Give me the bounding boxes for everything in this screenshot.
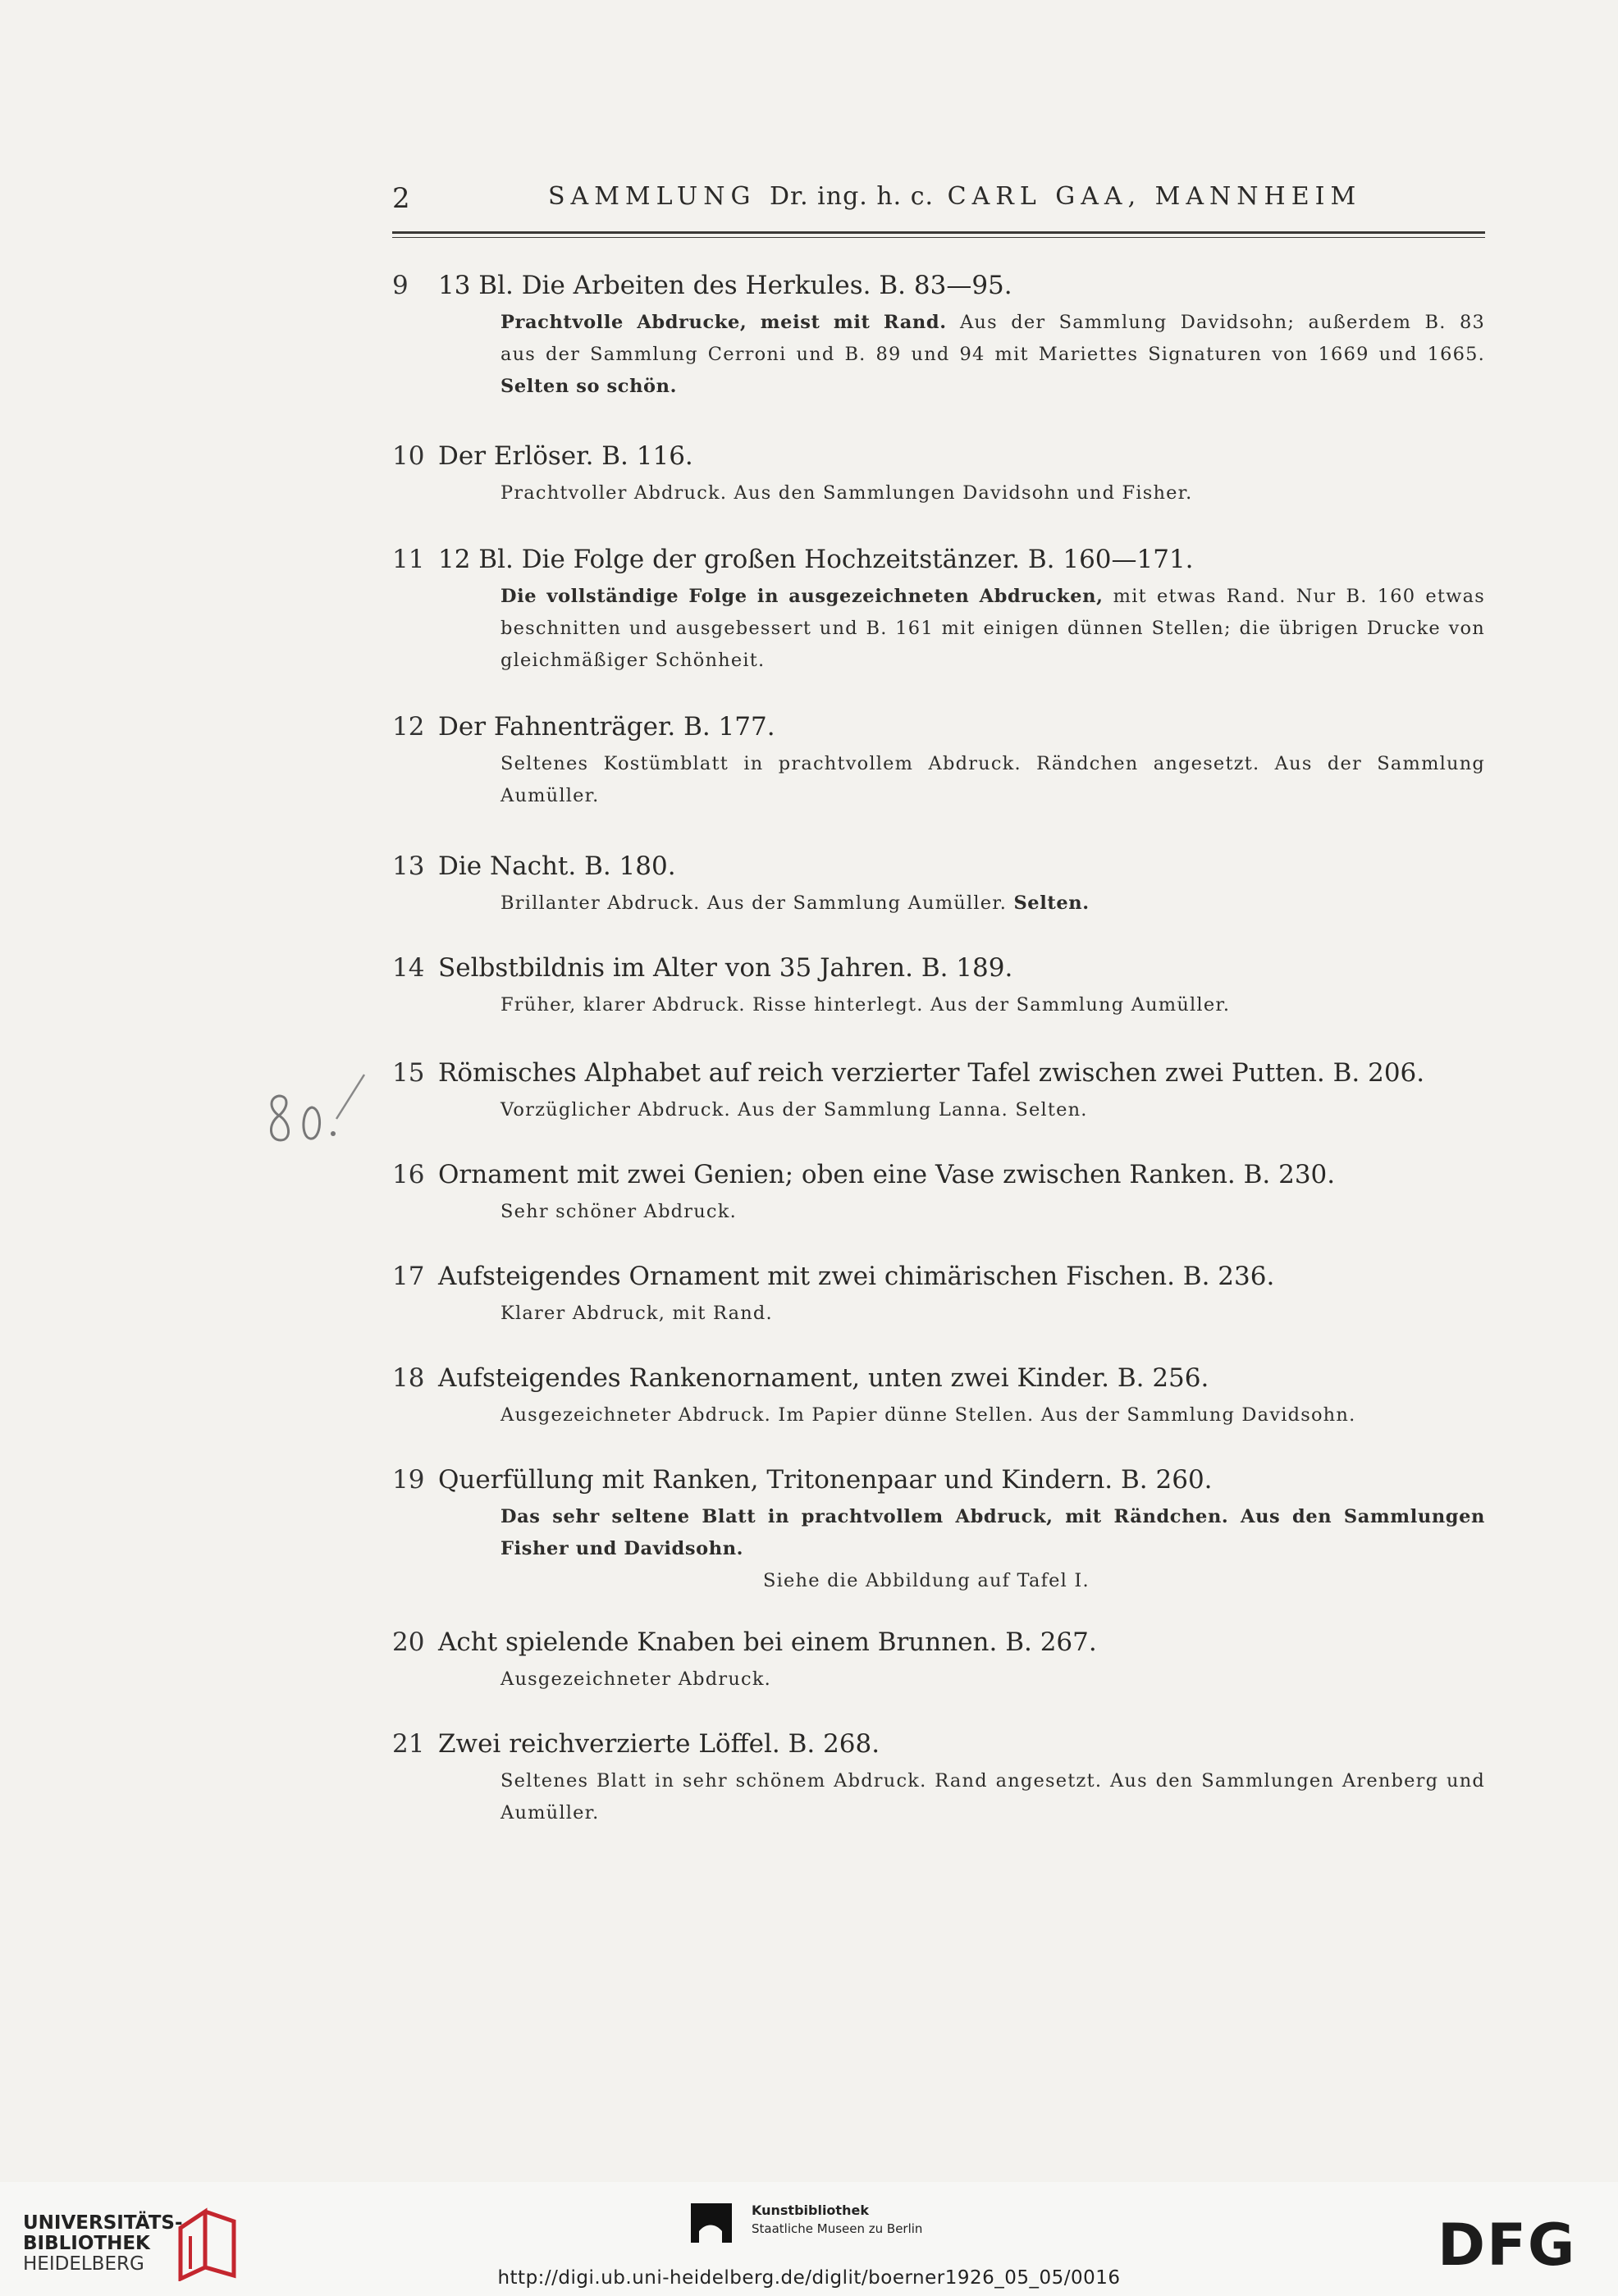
entry-title: 12 Bl. Die Folge der großen Hochzeitstänzer. B. 160—171. <box>438 545 1194 574</box>
plain-text: Sehr schöner Abdruck. <box>500 1201 737 1222</box>
description-line <box>500 1533 1485 1565</box>
entry-title: Die Nacht. B. 180. <box>438 851 676 881</box>
bold-text: Die vollständige Folge in ausgezeichneten Abdrucken, <box>500 586 1104 607</box>
entry-number: 18 <box>392 1363 425 1393</box>
entry-description <box>500 888 1485 920</box>
ub-line-2: BIBLIOTHEK <box>23 2233 150 2254</box>
plain-text: Aumüller. <box>500 1802 600 1824</box>
entry-description <box>500 1399 1485 1431</box>
entry-description <box>500 581 1485 677</box>
bold-text: Das sehr seltene Blatt in prachtvollem Abdruck, mit Rändchen. Aus den Sammlungen <box>500 1506 1485 1527</box>
entry-title: Aufsteigendes Rankenornament, unten zwei Kinder. B. 256. <box>438 1363 1209 1393</box>
ub-line-1: UNIVERSITÄTS- <box>23 2212 183 2234</box>
description-line <box>500 339 1485 371</box>
plain-text: Früher, klarer Abdruck. Risse hinterlegt. Aus der Sammlung Aumüller. <box>500 994 1231 1016</box>
kb-line-2: Staatliche Museen zu Berlin <box>752 2221 923 2236</box>
plain-text: Aumüller. <box>500 785 600 806</box>
entry-number: 20 <box>392 1627 425 1657</box>
description-line <box>500 780 1485 812</box>
ub-line-3: HEIDELBERG <box>23 2253 144 2275</box>
bold-text: Prachtvolle Abdrucke, meist mit Rand. <box>500 312 947 333</box>
footer-bar <box>0 2182 1618 2296</box>
running-title <box>548 182 1361 211</box>
description-line <box>500 477 1485 509</box>
description-line <box>500 1298 1485 1330</box>
description-line <box>500 888 1485 920</box>
description-line <box>500 1664 1485 1696</box>
entry-description <box>500 1094 1485 1126</box>
kb-text <box>752 2202 922 2238</box>
header-rule-thick <box>392 231 1485 234</box>
plain-text: Ausgezeichneter Abdruck. <box>500 1668 772 1690</box>
entry-description <box>500 1196 1485 1228</box>
smb-emblem-icon <box>688 2198 737 2248</box>
plain-text: Aus der Sammlung Davidsohn; außerdem B. 83 <box>946 312 1485 333</box>
entry-title: Der Erlöser. B. 116. <box>438 441 693 471</box>
plain-text: Brillanter Abdruck. Aus der Sammlung Aumüller. <box>500 892 1014 914</box>
plain-text: aus der Sammlung Cerroni und B. 89 und 94 mit Mariettes Signaturen von 1669 und 1665. <box>500 344 1485 365</box>
entry-title: Querfüllung mit Ranken, Tritonenpaar und Kindern. B. 260. <box>438 1465 1213 1495</box>
description-line <box>500 1094 1485 1126</box>
entry-description <box>500 748 1485 812</box>
handwritten-note <box>254 1058 369 1165</box>
ub-heidelberg-logo[interactable] <box>23 2203 236 2277</box>
description-line <box>500 1765 1485 1797</box>
entry-description <box>500 307 1485 403</box>
plain-text: mit etwas Rand. Nur B. 160 etwas <box>1103 586 1485 607</box>
entry-title: Römisches Alphabet auf reich verzierter Tafel zwischen zwei Putten. B. 206. <box>438 1058 1425 1088</box>
description-line <box>500 645 1485 677</box>
entry-description <box>500 1664 1485 1696</box>
entry-description <box>500 1298 1485 1330</box>
entry-number: 14 <box>392 953 425 983</box>
ub-logo-text <box>23 2213 183 2275</box>
entry-number: 15 <box>392 1058 425 1088</box>
title-name: CARL GAA, MANNHEIM <box>947 182 1362 211</box>
plain-text: gleichmäßiger Schönheit. <box>500 650 766 671</box>
description-line <box>500 748 1485 780</box>
description-line <box>500 371 1485 403</box>
description-line <box>500 1501 1485 1533</box>
description-line <box>500 1399 1485 1431</box>
entry-number: 13 <box>392 851 425 881</box>
bold-text: Selten. <box>1013 892 1090 914</box>
description-line <box>500 1196 1485 1228</box>
entry-title: Der Fahnenträger. B. 177. <box>438 712 775 742</box>
plain-text: Vorzüglicher Abdruck. Aus der Sammlung Lanna. Selten. <box>500 1099 1088 1121</box>
description-line <box>500 613 1485 645</box>
description-line <box>500 581 1485 613</box>
header-rule-thin <box>392 237 1485 238</box>
running-head <box>392 182 1485 223</box>
entry-title: Acht spielende Knaben bei einem Brunnen. B. 267. <box>438 1627 1097 1657</box>
entry-number: 19 <box>392 1465 425 1495</box>
entry-number: 9 <box>392 271 409 300</box>
permalink-url[interactable]: http://digi.ub.uni-heidelberg.de/diglit/boerner1926_05_05/0016 <box>497 2267 1121 2289</box>
bold-text: Selten so schön. <box>500 376 678 397</box>
entry-number: 17 <box>392 1262 425 1291</box>
kunstbibliothek-logo[interactable] <box>688 2198 950 2256</box>
title-main: SAMMLUNG <box>548 182 756 211</box>
dfg-logo[interactable]: DFG <box>1437 2212 1577 2279</box>
entry-description <box>500 477 1485 509</box>
entry-title: Selbstbildnis im Alter von 35 Jahren. B. 189. <box>438 953 1013 983</box>
entry-title: Aufsteigendes Ornament mit zwei chimärischen Fischen. B. 236. <box>438 1262 1275 1291</box>
entry-description <box>500 1501 1485 1597</box>
entry-description <box>500 989 1485 1021</box>
plate-reference: Siehe die Abbildung auf Tafel I. <box>763 1570 1090 1591</box>
description-line <box>500 307 1485 339</box>
entry-number: 11 <box>392 545 425 574</box>
bold-text: Fisher und Davidsohn. <box>500 1538 744 1559</box>
plain-text: Klarer Abdruck, mit Rand. <box>500 1303 773 1324</box>
entry-title: Ornament mit zwei Genien; oben eine Vase zwischen Ranken. B. 230. <box>438 1160 1336 1189</box>
plain-text: Ausgezeichneter Abdruck. Im Papier dünne Stellen. Aus der Sammlung Davidsohn. <box>500 1404 1356 1426</box>
entry-number: 21 <box>392 1729 425 1759</box>
description-line <box>500 1797 1485 1829</box>
plain-text: Seltenes Kostümblatt in prachtvollem Abdruck. Rändchen angesetzt. Aus der Sammlung <box>500 753 1485 774</box>
description-line <box>500 989 1485 1021</box>
plain-text: beschnitten und ausgebessert und B. 161 mit einigen dünnen Stellen; die übrigen Drucke von <box>500 618 1485 639</box>
entry-number: 16 <box>392 1160 425 1189</box>
entry-description <box>500 1765 1485 1829</box>
plain-text: Prachtvoller Abdruck. Aus den Sammlungen Davidsohn und Fisher. <box>500 482 1193 504</box>
entry-number: 12 <box>392 712 425 742</box>
page-number: 2 <box>392 182 410 215</box>
title-sub: Dr. ing. h. c. <box>769 182 935 211</box>
kb-line-1: Kunstbibliothek <box>752 2202 869 2218</box>
entry-number: 10 <box>392 441 425 471</box>
plain-text: Seltenes Blatt in sehr schönem Abdruck. Rand angesetzt. Aus den Sammlungen Arenberg und <box>500 1770 1485 1792</box>
entry-title: 13 Bl. Die Arbeiten des Herkules. B. 83—95. <box>438 271 1012 300</box>
entry-title: Zwei reichverzierte Löffel. B. 268. <box>438 1729 880 1759</box>
